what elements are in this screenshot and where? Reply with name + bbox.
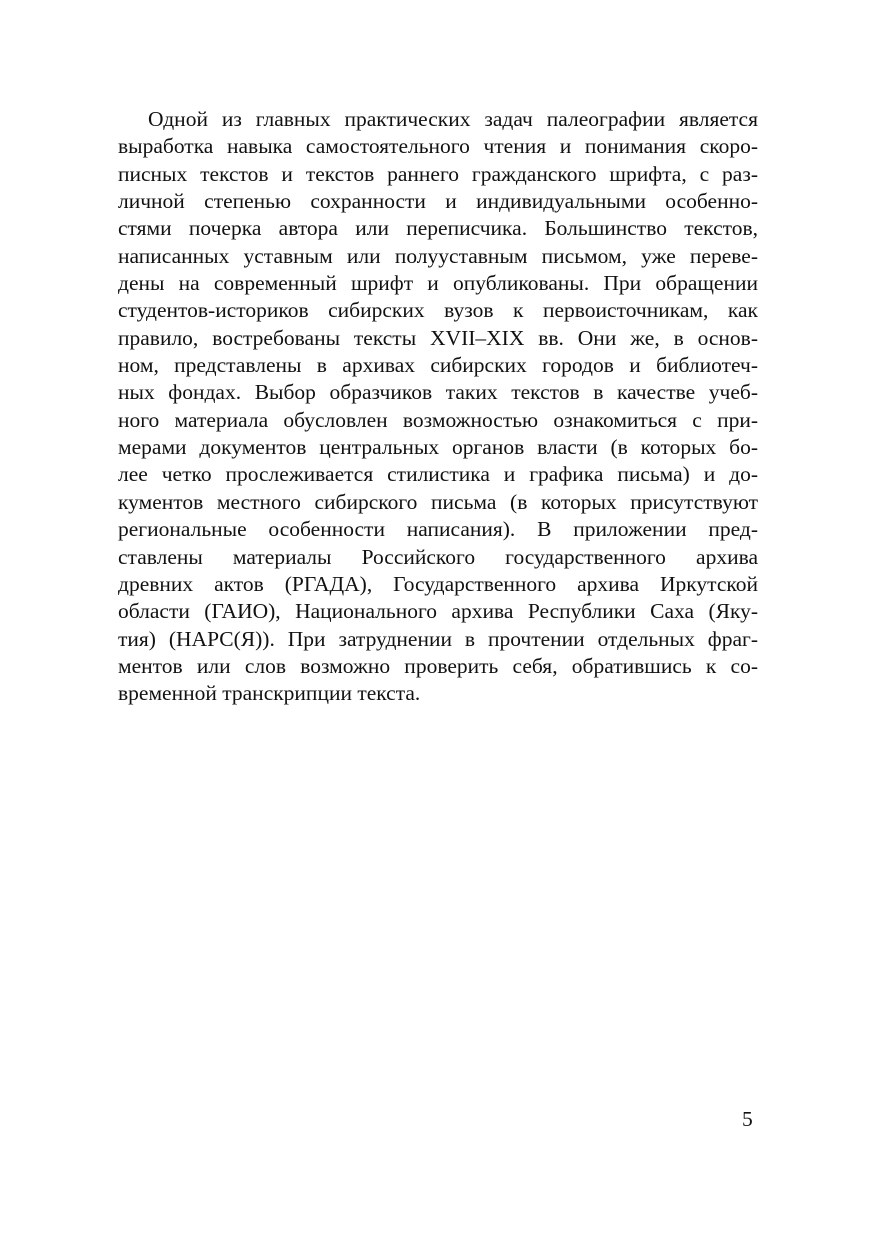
paragraph-line: дены на современный шрифт и опубликованы. При обращении — [118, 271, 758, 296]
paragraph-line: личной степенью сохранности и индивидуальными особенно- — [118, 189, 758, 214]
paragraph-line: писных текстов и текстов раннего гражданского шрифта, с раз- — [118, 161, 758, 186]
paragraph-line: региональные особенности написания). В приложении пред- — [118, 517, 758, 542]
paragraph-line: ного материала обусловлен возможностью ознакомиться с при- — [118, 407, 758, 432]
paragraph-line: области (ГАИО), Национального архива Республики Саха (Яку- — [118, 599, 758, 624]
paragraph-line: студентов-историков сибирских вузов к первоисточникам, как — [118, 298, 758, 323]
paragraph-line: тия) (НАРС(Я)). При затруднении в прочтении отдельных фраг- — [118, 626, 758, 651]
paragraph-line: правило, востребованы тексты XVII–XIX вв. Они же, в основ- — [118, 325, 758, 350]
body-paragraph — [118, 106, 758, 708]
paragraph-line: ных фондах. Выбор образчиков таких текстов в качестве учеб- — [118, 380, 758, 405]
paragraph-line: написанных уставным или полууставным письмом, уже переве- — [118, 243, 758, 268]
paragraph-line: ном, представлены в архивах сибирских городов и библиотеч- — [118, 353, 758, 378]
paragraph-line: выработка навыка самостоятельного чтения и понимания скоро- — [118, 134, 758, 159]
paragraph-line: временной транскрипции текста. — [118, 681, 421, 706]
paragraph-line: ментов или слов возможно проверить себя, обратившись к со- — [118, 653, 758, 678]
paragraph-line: лее четко прослеживается стилистика и графика письма) и до- — [118, 462, 758, 487]
paragraph-line: кументов местного сибирского письма (в которых присутствуют — [118, 489, 758, 514]
paragraph-line: Одной из главных практических задач палеографии является — [148, 107, 758, 131]
paragraph-line: мерами документов центральных органов власти (в которых бо- — [118, 435, 758, 460]
paragraph-line: стями почерка автора или переписчика. Большинство текстов, — [118, 216, 758, 241]
paragraph-line: древних актов (РГАДА), Государственного архива Иркутской — [118, 571, 758, 596]
paragraph-line: ставлены материалы Российского государственного архива — [118, 544, 758, 569]
page-number: 5 — [742, 1107, 753, 1131]
